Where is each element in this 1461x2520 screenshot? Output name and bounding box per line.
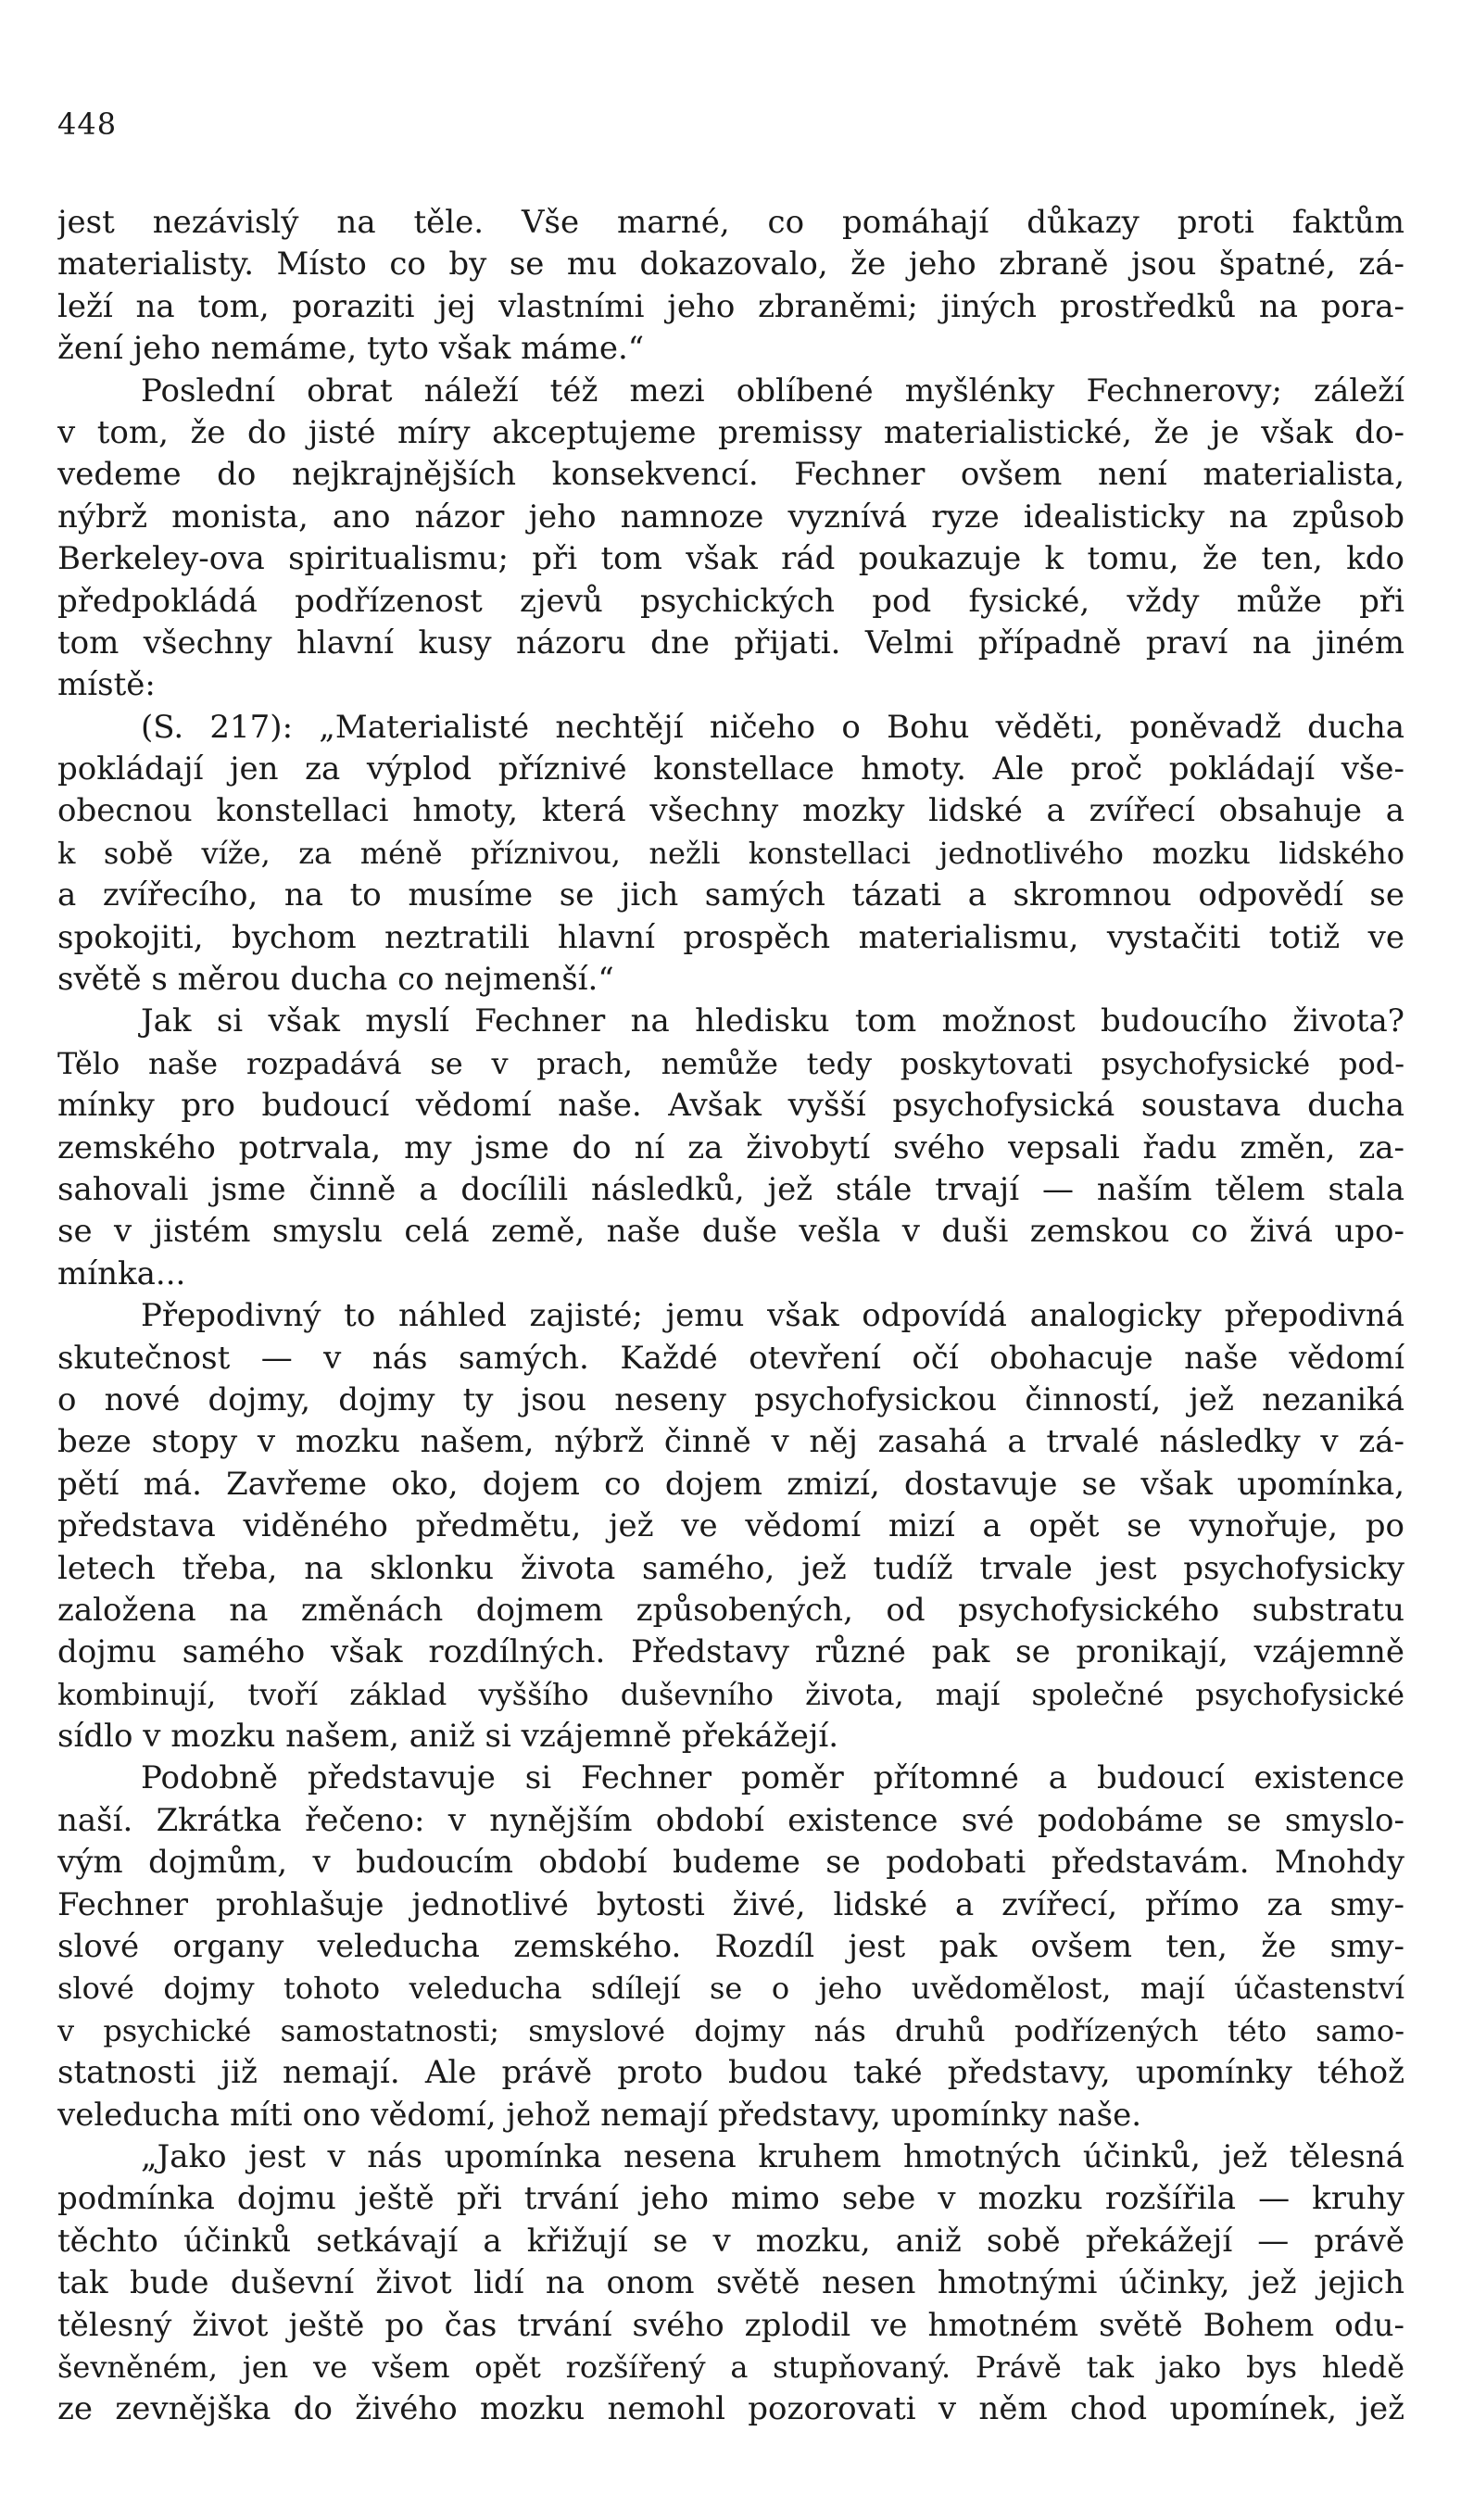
text-line: spokojiti, bychom neztratili hlavní prospěch materialismu, vystačiti totiž ve [57,918,1404,956]
text-line: v psychické samostatnosti; smyslové dojmy nás druhů podřízených této samo- [57,2012,1404,2048]
text-line: vým dojmům, v budoucím období budeme se podobati představám. Mnohdy [57,1844,1404,1882]
text-line: o nové dojmy, dojmy ty jsou neseny psychofysickou činností, jež nezaniká [57,1380,1404,1418]
paragraph-start-line: Podobně představuje si Fechner poměr přítomné a budoucí existence [141,1759,1404,1797]
text-line: Berkeley-ova spiritualismu; při tom však rád poukazuje k tomu, že ten, kdo [57,540,1404,578]
text-line: slové organy veleducha zemského. Rozdíl jest pak ovšem ten, že smy- [57,1928,1404,1966]
text-line: těchto účinků setkávají a křižují se v mozku, aniž sobě překážejí — právě [57,2222,1404,2260]
text-line: beze stopy v mozku našem, nýbrž činně v něj zasahá a trvalé následky v zá- [57,1423,1404,1461]
text-line: statnosti již nemají. Ale právě proto budou také představy, upomínky téhož [57,2054,1404,2092]
text-line: tělesný život ještě po čas trvání svého zplodil ve hmotném světě Bohem odu- [57,2306,1404,2344]
text-line: jest nezávislý na těle. Vše marné, co pomáhají důkazy proti faktům [57,204,1404,241]
text-line: představa viděného předmětu, jež ve vědomí mizí a opět se vynořuje, po [57,1507,1404,1545]
text-line: mínky pro budoucí vědomí naše. Avšak vyšší psychofysická soustava ducha [57,1087,1404,1125]
text-line: naší. Zkrátka řečeno: v nynějším období existence své podobáme se smyslo- [57,1801,1404,1839]
body-text [57,202,1404,2431]
text-line: leží na tom, poraziti jej vlastními jeho zbraněmi; jiných prostředků na pora- [57,287,1404,325]
page-number: 448 [57,107,118,142]
text-line: sídlo v mozku našem, aniž si vzájemně překážejí. [57,1718,839,1756]
text-line: místě: [57,666,156,704]
text-line: dojmu samého však rozdílných. Představy různé pak se pronikají, vzájemně [57,1633,1404,1671]
text-line: mínka... [57,1254,186,1292]
quote-start-line: (S. 217): „Materialisté nechtějí ničeho o Bohu věděti, poněvadž ducha [141,708,1404,746]
text-line: založena na změnách dojmem způsobených, od psychofysického substratu [57,1591,1404,1629]
text-line: vedeme do nejkrajnějších konsekvencí. Fechner ovšem není materialista, [57,456,1404,494]
text-line: veleducha míti ono vědomí, jehož nemají představy, upomínky naše. [57,2096,1142,2134]
text-line: materialisty. Místo co by se mu dokazovalo, že jeho zbraně jsou špatné, zá- [57,246,1404,284]
text-line: zemského potrvala, my jsme do ní za živobytí svého vepsali řadu změn, za- [57,1128,1404,1166]
quote-start-line: „Jako jest v nás upomínka nesena kruhem hmotných účinků, jež tělesná [141,2137,1404,2175]
text-line: Fechner prohlašuje jednotlivé bytosti živé, lidské a zvířecí, přímo za smy- [57,1885,1404,1923]
text-line: ze zevnějška do živého mozku nemohl pozorovati v něm chod upomínek, jež [57,2390,1404,2428]
text-line: obecnou konstellaci hmoty, která všechny mozky lidské a zvířecí obsahuje a [57,792,1404,830]
text-line: nýbrž monista, ano názor jeho namnoze vyznívá ryze idealisticky na způsob [57,498,1404,536]
text-line: tom všechny hlavní kusy názoru dne přijati. Velmi případně praví na jiném [57,624,1404,662]
text-line: podmínka dojmu ještě při trvání jeho mimo sebe v mozku rozšířila — kruhy [57,2180,1404,2218]
text-line: tak bude duševní život lidí na onom světě nesen hmotnými účinky, jež jejich [57,2264,1404,2302]
paragraph-start-line: Poslední obrat náleží též mezi oblíbené myšlénky Fechnerovy; záleží [141,372,1404,410]
text-line: předpokládá podřízenost zjevů psychických pod fysické, vždy může při [57,582,1404,620]
text-line: světě s měrou ducha co nejmenší.“ [57,961,614,999]
text-line: žení jeho nemáme, tyto však máme.“ [57,330,645,368]
text-line: k sobě víže, za méně příznivou, nežli konstellaci jednotlivého mozku lidského [57,835,1404,871]
text-line: kombinují, tvoří základ vyššího duševního života, mají společné psychofysické [57,1676,1404,1712]
text-line: a zvířecího, na to musíme se jich samých tázati a skromnou odpovědí se [57,876,1404,914]
text-line: sahovali jsme činně a docílili následků, jež stále trvají — naším tělem stala [57,1170,1404,1208]
text-line: pokládají jen za výplod příznivé konstellace hmoty. Ale proč pokládají vše- [57,750,1404,788]
text-line: slové dojmy tohoto veleducha sdílejí se o jeho uvědomělost, mají účastenství [57,1971,1404,2007]
text-line: skutečnost — v nás samých. Každé otevření očí obohacuje naše vědomí [57,1339,1404,1377]
text-line: se v jistém smyslu celá země, naše duše vešla v duši zemskou co živá upo- [57,1213,1404,1251]
text-line: Tělo naše rozpadává se v prach, nemůže tedy poskytovati psychofysické pod- [57,1045,1404,1081]
paragraph-start-line: Jak si však myslí Fechner na hledisku tom možnost budoucího života? [141,1002,1404,1040]
text-line: ševněném, jen ve všem opět rozšířený a stupňovaný. Právě tak jako bys hledě [57,2349,1404,2385]
text-line: v tom, že do jisté míry akceptujeme premissy materialistické, že je však do- [57,413,1404,451]
text-line: pětí má. Zavřeme oko, dojem co dojem zmizí, dostavuje se však upomínka, [57,1465,1404,1503]
paragraph-start-line: Přepodivný to náhled zajisté; jemu však odpovídá analogicky přepodivná [141,1297,1404,1335]
text-line: letech třeba, na sklonku života samého, jež tudíž trvale jest psychofysicky [57,1549,1404,1587]
